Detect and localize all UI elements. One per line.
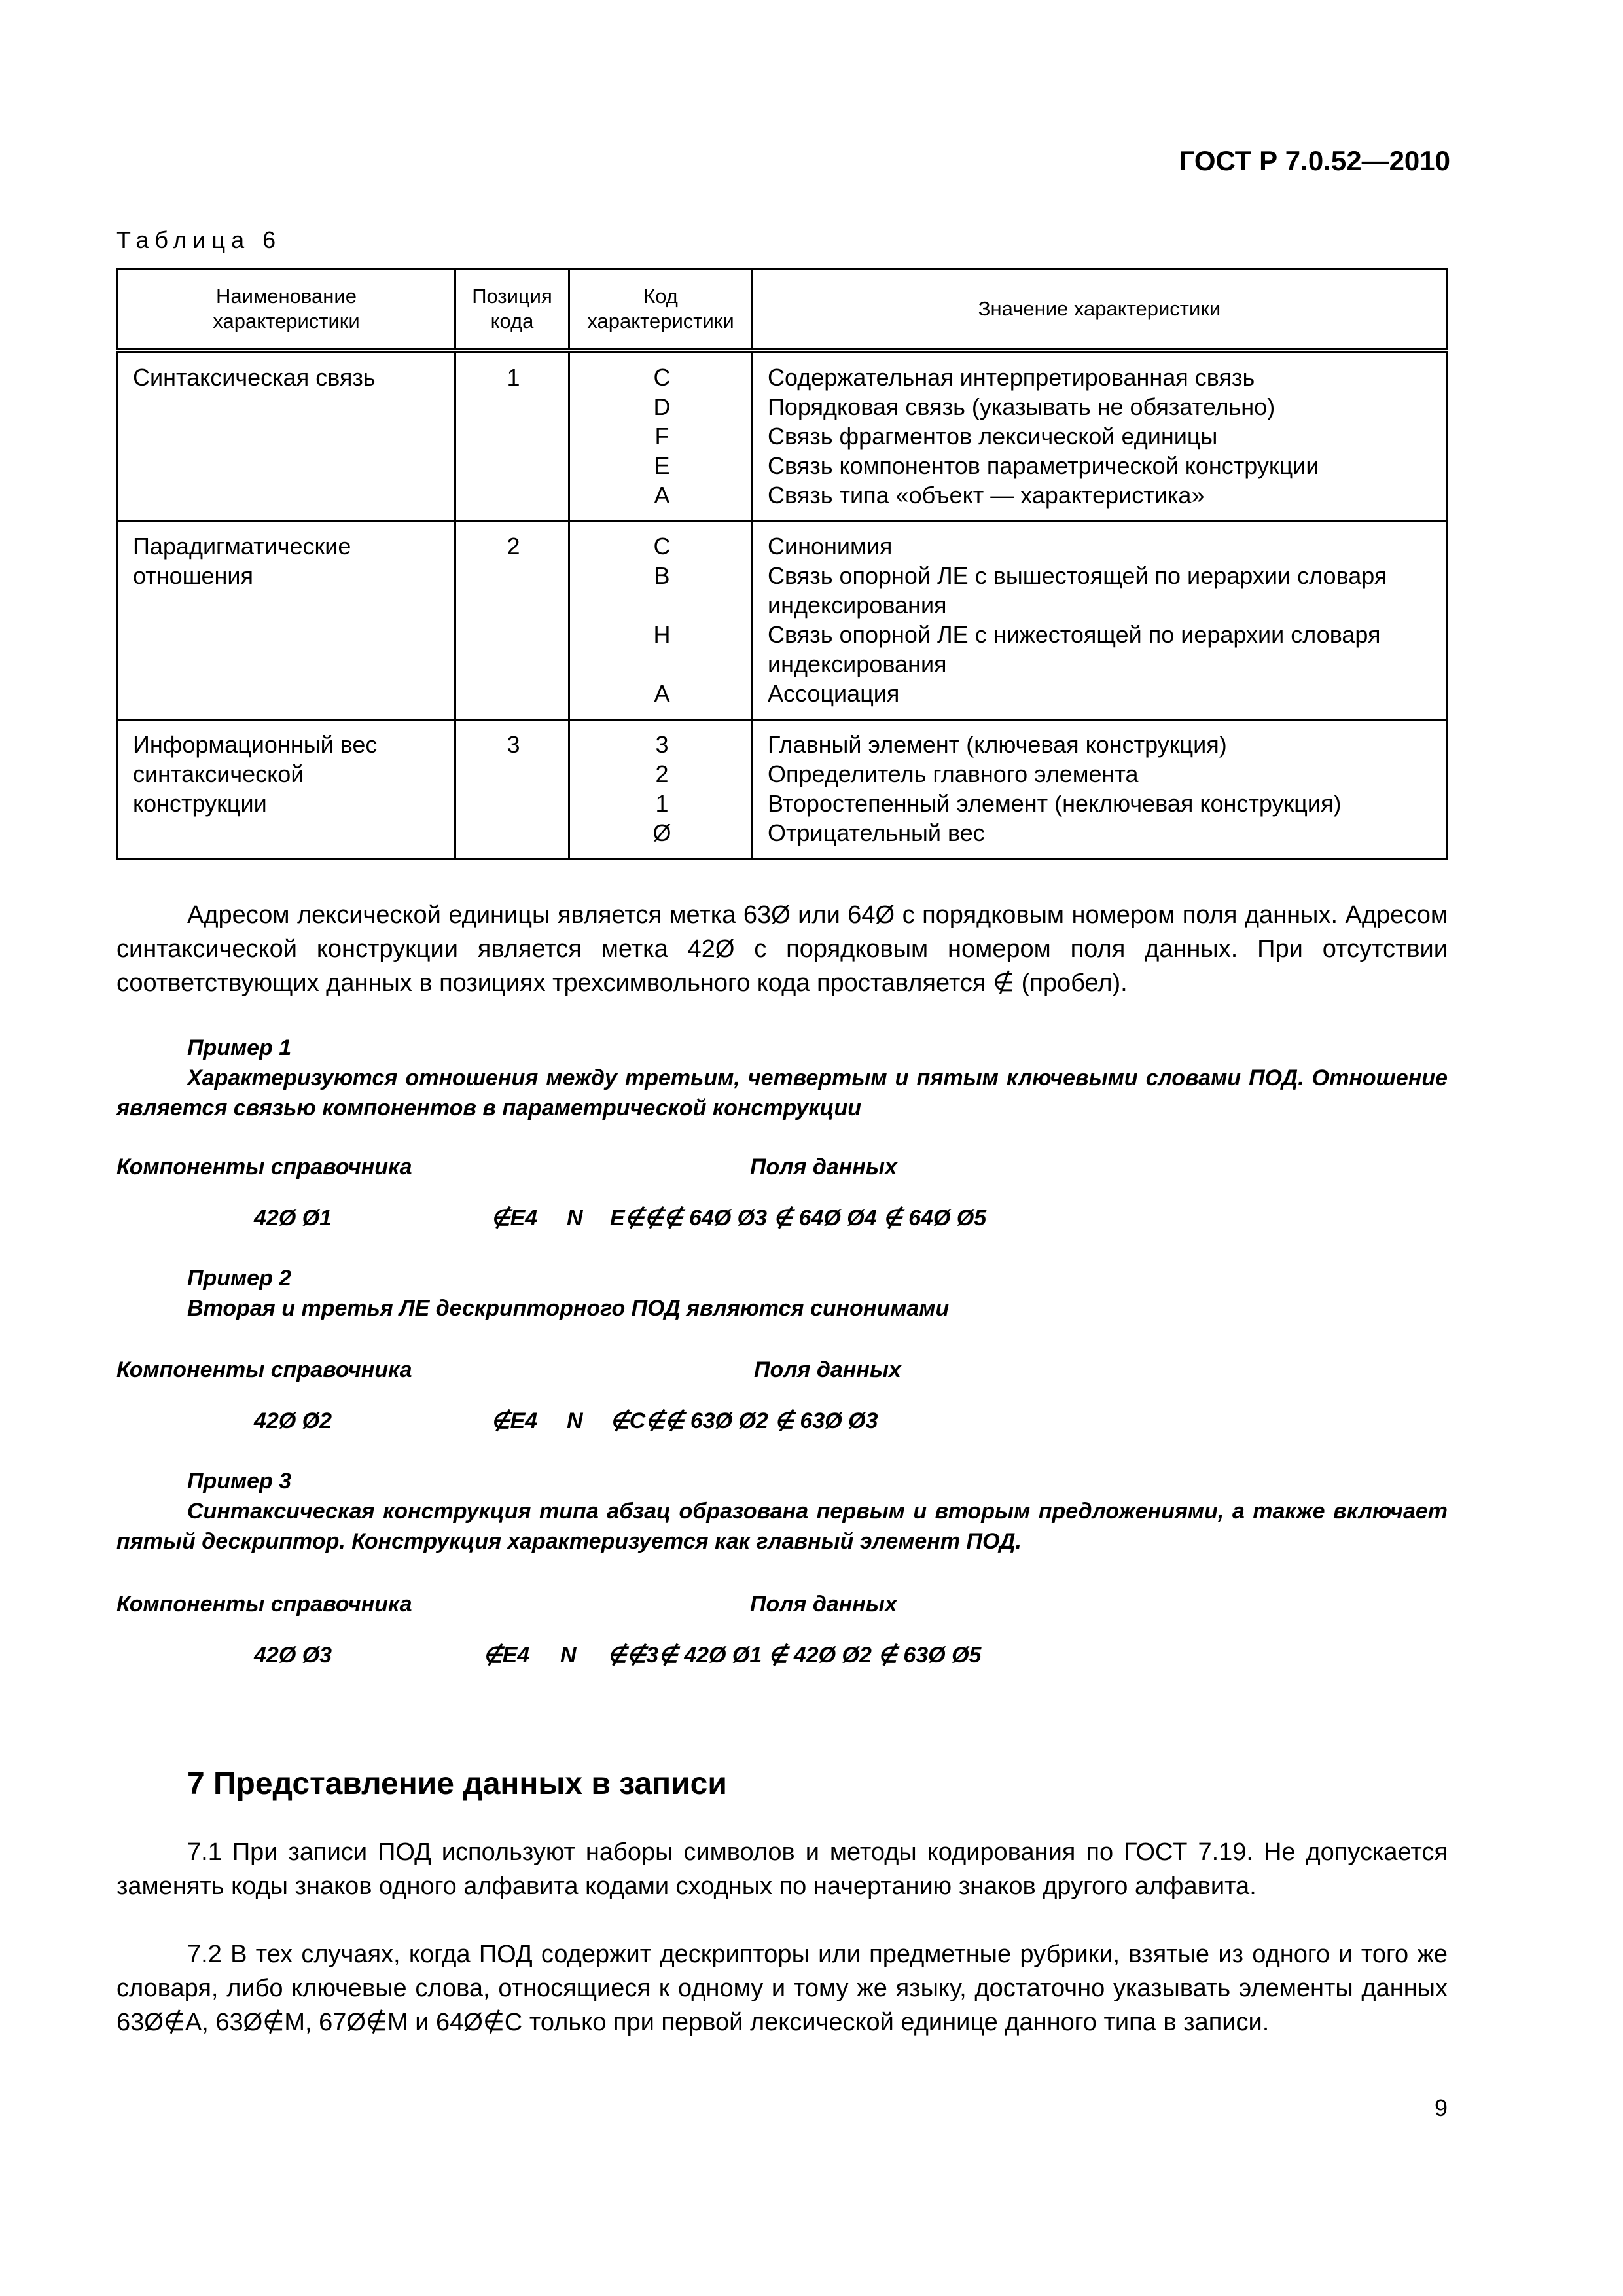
example-data: ∉C∉∉ 63Ø Ø2 ∉ 63Ø Ø3 [610,1408,878,1433]
meaning-line: Отрицательный вес [768,819,985,846]
meaning-line: Связь типа «объект — характеристика» [768,482,1205,509]
table-row [118,720,1447,859]
code-value: H [653,621,671,648]
code-value: B [654,562,670,589]
code-value: E [654,452,670,479]
section-paragraph: 7.2 В тех случаях, когда ПОД содержит дескрипторы или предметные рубрики, взятые из одного и того же словаря, либо ключевые слова, относящиеся к одному и тому же языку, достаточно указывать элементы данных 63Ø∉А, 63Ø∉М, 67Ø∉М и 64Ø∉С только при первой лексической единице данного типа в записи. [116,1941,1448,2036]
name-line: Синтаксическая связь [133,364,376,391]
meaning-line: Определитель главного элемента [768,761,1139,787]
name-line: отношения [133,562,254,589]
cell-name [118,351,455,522]
cell-meanings [753,720,1447,859]
code-value: 2 [655,761,669,787]
code-value: D [653,393,671,420]
table-header-row [118,270,1447,351]
fields-label: Поля данных [750,1155,897,1179]
meaning-line: Связь фрагментов лексической единицы [768,423,1218,450]
page-number: 9 [1434,2094,1448,2121]
table-row [118,351,1447,522]
table-caption: Таблица 6 [116,226,282,253]
header-code [569,270,753,351]
example-text: Синтаксическая конструкция типа абзац образована первым и вторым предложениями, а также включает пятый дескриптор. Конструкция характеризуется как главный элемент ПОД. [116,1499,1448,1554]
code-value [584,649,740,679]
example-title: Пример 1 [187,1035,292,1060]
code-value: 1 [655,790,669,817]
header-meaning: Значение характеристики [753,270,1447,351]
meaning-line: Синонимия [768,533,893,560]
meaning-line: Связь опорной ЛЕ с нижестоящей по иерархии словаря [768,621,1381,648]
example-tag: 42Ø Ø3 [254,1643,332,1668]
cell-position: 3 [455,720,569,859]
example-data: ∉∉3∉ 42Ø Ø1 ∉ 42Ø Ø2 ∉ 63Ø Ø5 [607,1643,982,1668]
example-text: Вторая и третья ЛЕ дескрипторного ПОД являются синонимами [187,1296,950,1321]
header-name [118,270,455,351]
cell-meanings [753,351,1447,522]
address-paragraph: Адресом лексической единицы является метка 63Ø или 64Ø с порядковым номером поля данных. Адресом синтаксической конструкции является метка 42Ø с порядковым номером поля данных. При отсутствии соответствующих данных в позициях трехсимвольного кода проставляется ∉ (пробел). [116,901,1448,997]
code-value: C [653,533,671,560]
name-line: Парадигматические [133,533,351,560]
code-value: 3 [655,731,669,758]
meaning-line: Ассоциация [768,680,900,707]
name-line: синтаксической [133,761,304,787]
components-label: Компоненты справочника [116,1357,412,1382]
example-tag: 42Ø Ø2 [254,1408,332,1433]
header-position-line: кода [490,310,534,332]
code-value: A [654,680,670,707]
fields-label: Поля данных [754,1357,901,1382]
cell-position: 2 [455,522,569,720]
cell-codes [569,351,753,522]
example-n: N [567,1206,583,1230]
example-title: Пример 2 [187,1266,292,1291]
header-code-line: Код [643,285,678,308]
code-value [584,590,740,620]
meaning-line: Порядковая связь (указывать не обязательно) [768,393,1275,420]
example-data: E∉∉∉ 64Ø Ø3 ∉ 64Ø Ø4 ∉ 64Ø Ø5 [610,1206,987,1230]
components-label: Компоненты справочника [116,1155,412,1179]
example-indicator: ∉E4 [491,1206,538,1230]
table-row [118,522,1447,720]
code-value: F [654,423,669,450]
meaning-line: Связь опорной ЛЕ с вышестоящей по иерархии словаря [768,562,1387,589]
example-text: Характеризуются отношения между третьим, четвертым и пятым ключевыми словами ПОД. Отношение является связью компонентов в параметрической конструкции [116,1066,1448,1121]
header-name-line: характеристики [213,310,360,332]
code-value: C [653,364,671,391]
cell-meanings [753,522,1447,720]
example-n: N [567,1408,583,1433]
meaning-line: индексирования [768,592,947,619]
characteristics-table [116,268,1448,860]
example-indicator: ∉E4 [483,1643,530,1668]
meaning-line: Главный элемент (ключевая конструкция) [768,731,1227,758]
code-value: Ø [652,819,671,846]
example-tag: 42Ø Ø1 [254,1206,332,1230]
name-line: конструкции [133,790,267,817]
document-code: ГОСТ Р 7.0.52—2010 [1179,145,1450,176]
cell-name [118,522,455,720]
section-paragraph: 7.1 При записи ПОД используют наборы символов и методы кодирования по ГОСТ 7.19. Не допускается заменять коды знаков одного алфавита кодами сходных по начертанию знаков другого алфавита. [116,1839,1448,1900]
meaning-line: Связь компонентов параметрической конструкции [768,452,1319,479]
section-heading: 7 Представление данных в записи [187,1767,727,1801]
header-position-line: Позиция [472,285,552,308]
header-position [455,270,569,351]
example-title: Пример 3 [187,1469,292,1494]
cell-codes [569,522,753,720]
meaning-line: Второстепенный элемент (неключевая конструкция) [768,790,1342,817]
header-name-line: Наименование [216,285,357,308]
header-code-line: характеристики [587,310,734,332]
components-label: Компоненты справочника [116,1592,412,1617]
meaning-line: Содержательная интерпретированная связь [768,364,1255,391]
meaning-line: индексирования [768,651,947,677]
code-value: A [654,482,670,509]
cell-codes [569,720,753,859]
cell-position: 1 [455,351,569,522]
fields-label: Поля данных [750,1592,897,1617]
name-line: Информационный вес [133,731,378,758]
cell-name [118,720,455,859]
example-indicator: ∉E4 [491,1408,538,1433]
example-n: N [560,1643,577,1668]
